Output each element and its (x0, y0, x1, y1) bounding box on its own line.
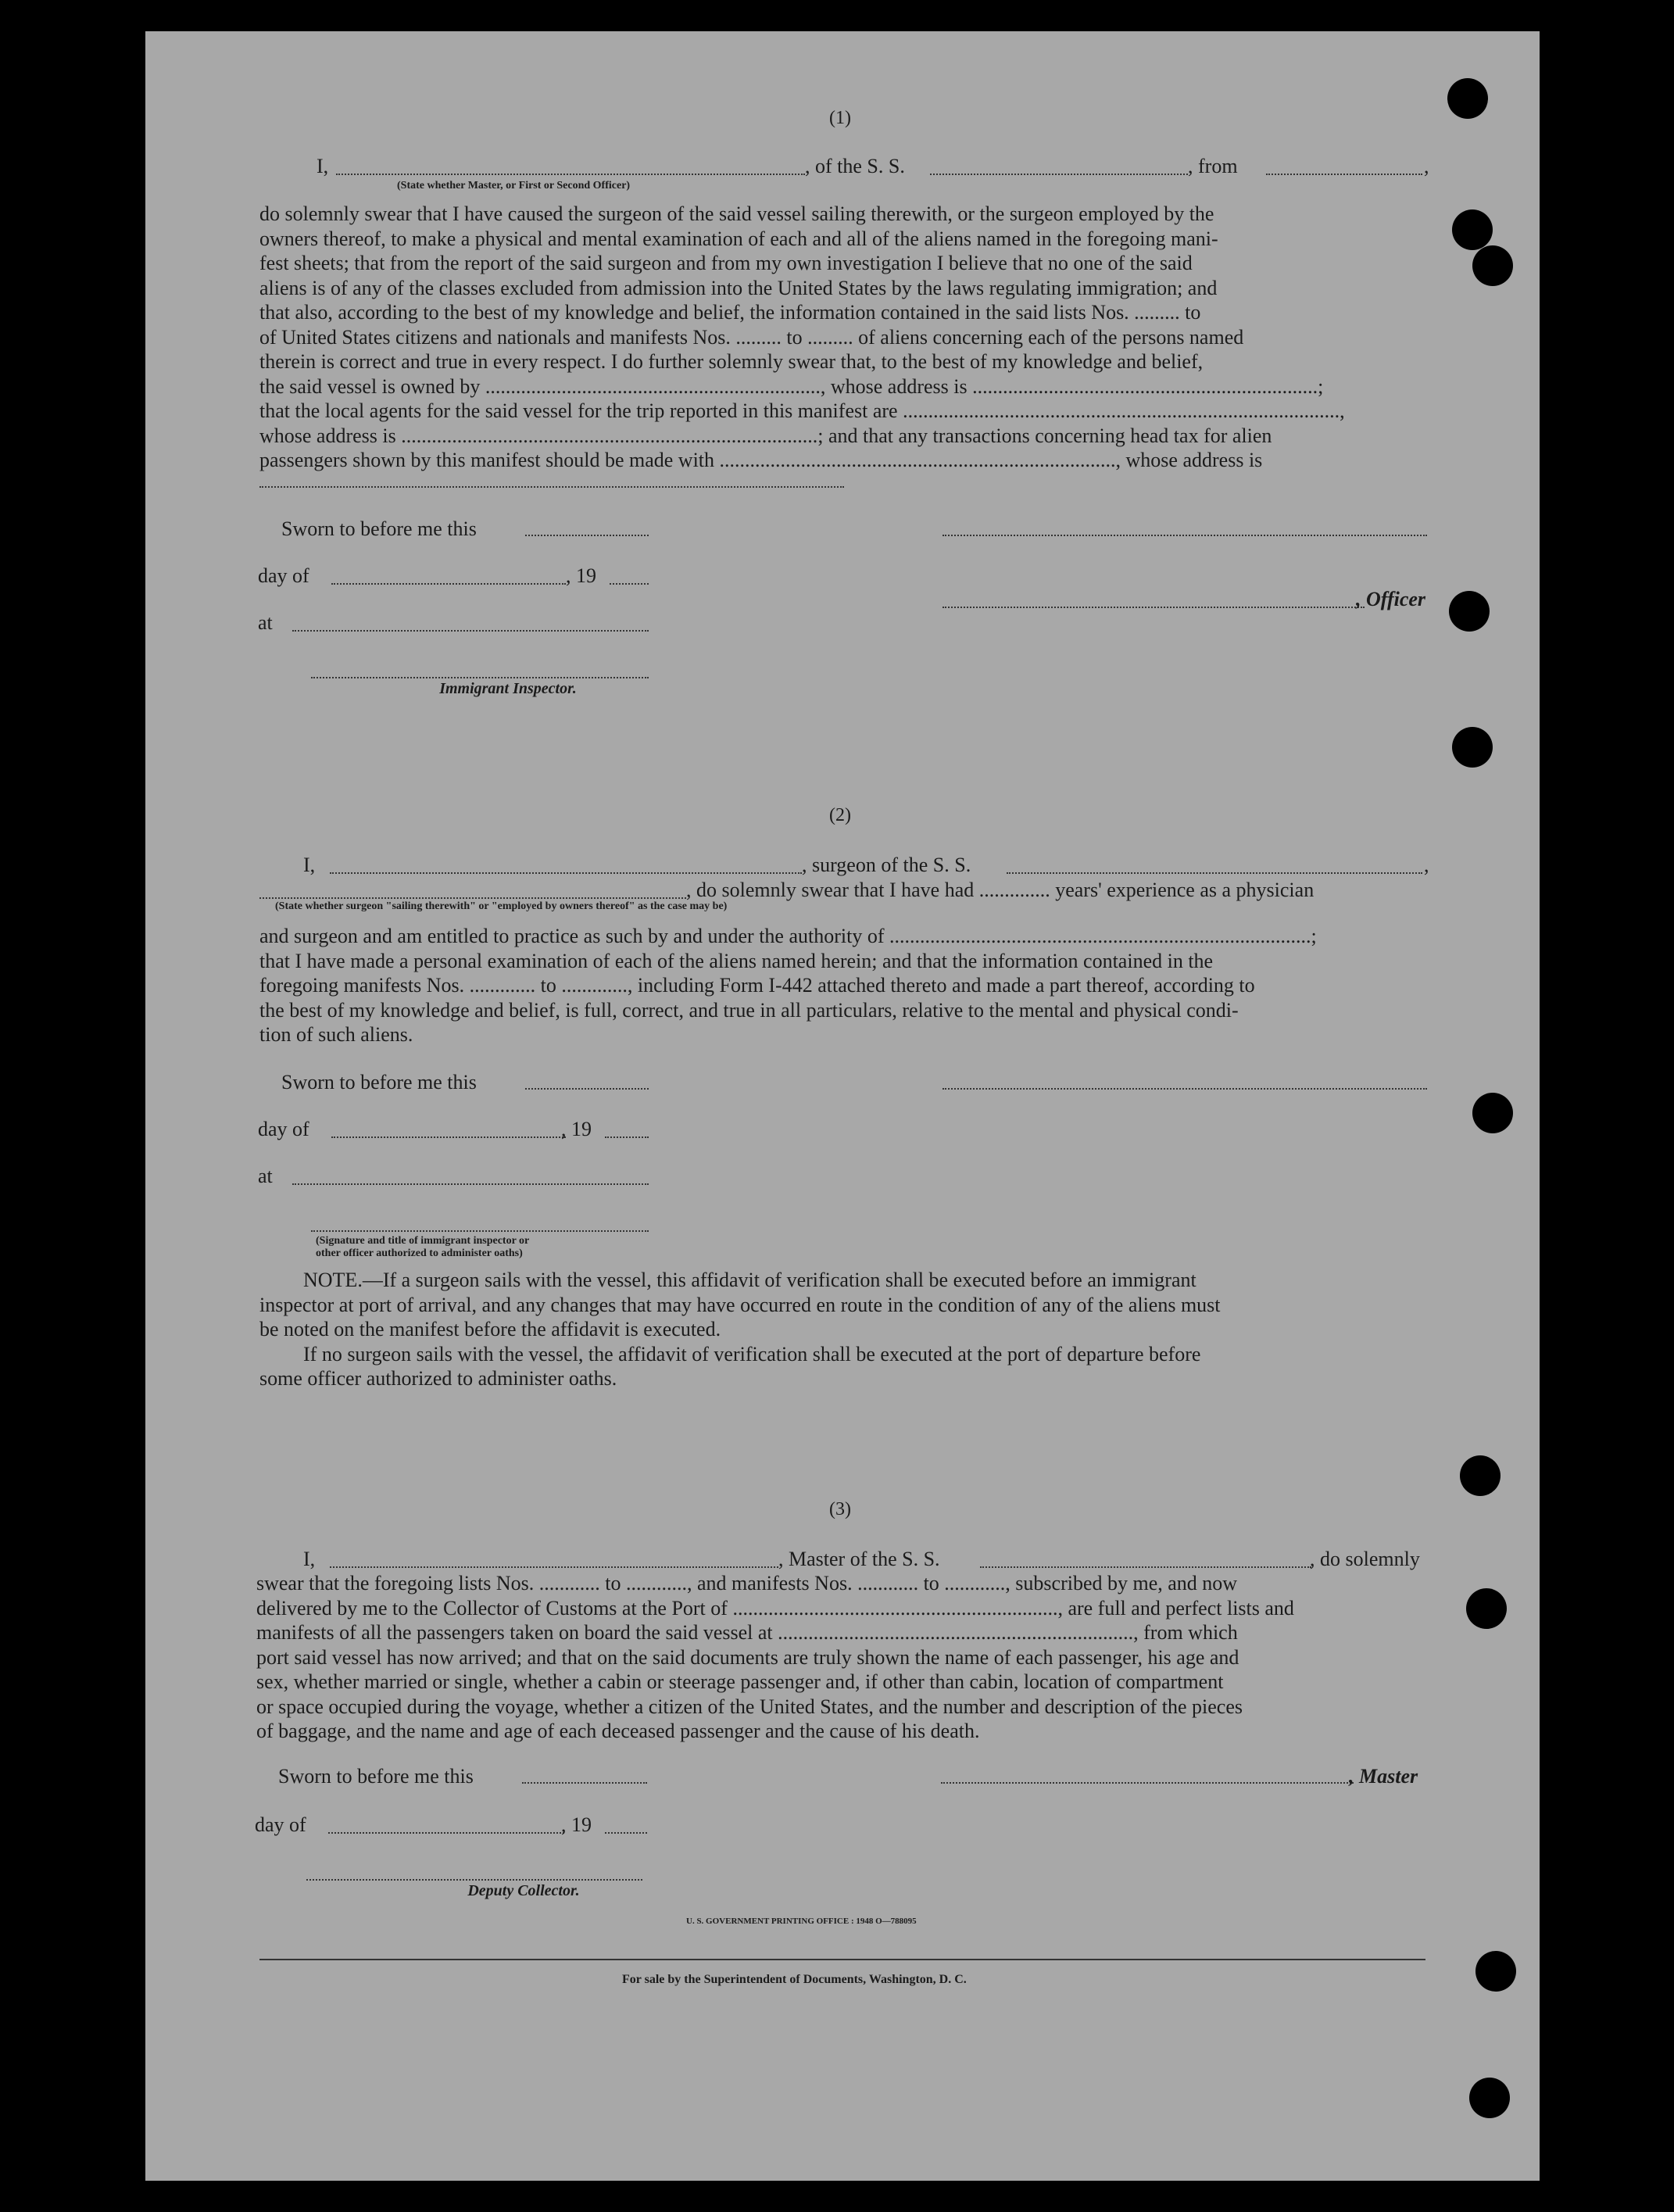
section1-sig-line[interactable] (943, 535, 1427, 536)
sig-caption-line: other officer authorized to administer oaths) (316, 1247, 523, 1259)
section1-ss-label: , of the S. S. (805, 155, 905, 177)
punch-hole (1452, 209, 1493, 250)
section3-year-field[interactable] (605, 1832, 647, 1834)
section2-day-field[interactable] (331, 1136, 566, 1138)
section1-ship-field[interactable] (930, 174, 1188, 175)
section3-master: , Master (1349, 1765, 1418, 1788)
section3-sig-line[interactable] (941, 1782, 1354, 1784)
section2-line1 (303, 854, 315, 877)
sig-caption-line: (Signature and title of immigrant inspector or (316, 1235, 530, 1247)
section1-address-field[interactable] (259, 486, 844, 488)
section2-ss-label: , surgeon of the S. S. (802, 854, 971, 876)
section3-body-line: of baggage, and the name and age of each deceased passenger and the cause of his death. (256, 1720, 980, 1742)
footer-rule (259, 1959, 1425, 1960)
section2-note (259, 1268, 1430, 1391)
section3-body-line: port said vessel has now arrived; and that on the said documents are truly shown the name of each passenger, his age and (256, 1645, 1239, 1669)
section2-surgeon-field[interactable] (330, 872, 802, 874)
note-line: be noted on the manifest before the affidavit is executed. (259, 1318, 721, 1340)
section1-officer: , Officer (1356, 588, 1426, 610)
section2-sig-caption (316, 1235, 529, 1260)
section3-19: , 19 (561, 1813, 592, 1836)
section2-sworn-field[interactable] (525, 1088, 649, 1090)
section2-body-line: and surgeon and am entitled to practice as such by and under the authority of ...................................................................................; (259, 925, 1317, 947)
section2-body-line: the best of my knowledge and belief, is full, correct, and true in all particulars, relative to the mental and physical condi- (259, 998, 1239, 1022)
section1-body-line: passengers shown by this manifest should be made with .............................................................................., whose address is (259, 449, 1263, 471)
section3-body-line: manifests of all the passengers taken on board the said vessel at ......................................................................, from which (256, 1621, 1238, 1644)
section2-body-line: tion of such aliens. (259, 1023, 413, 1046)
section2-line2: , do solemnly swear that I have had .............. years' experience as a physician (686, 879, 1315, 901)
section1-body (259, 202, 1430, 473)
section2-caption: (State whether surgeon "sailing therewith" or "employed by owners thereof" as the case may be) (275, 900, 728, 912)
section3-deputy-sig-field[interactable] (306, 1879, 642, 1881)
punch-hole (1469, 2078, 1510, 2118)
section3-heading: (3) (829, 1499, 851, 1519)
note-line: If no surgeon sails with the vessel, the affidavit of verification shall be executed at the port of departure before (303, 1342, 1201, 1365)
section1-body-line: owners thereof, to make a physical and mental examination of each and all of the aliens named in the foregoing mani- (259, 227, 1218, 250)
section2-capacity-field[interactable] (259, 897, 686, 899)
section2-ship-field[interactable] (1007, 872, 1422, 874)
section3-line1-end: , do solemnly (1310, 1548, 1420, 1570)
section3-sworn: Sworn to before me this (278, 1765, 474, 1788)
section1-body-line: therein is correct and true in every respect. I do further solemnly swear that, to the best of my knowledge and belief, (259, 350, 1204, 373)
section1-at: at (258, 611, 273, 634)
punch-hole (1449, 591, 1490, 632)
section3-body (256, 1571, 1430, 1744)
punch-hole (1475, 1951, 1516, 1992)
section2-heading: (2) (829, 805, 851, 825)
punch-hole (1447, 78, 1488, 119)
section1-sworn: Sworn to before me this (281, 517, 477, 540)
section3-master-field[interactable] (330, 1566, 778, 1568)
section2-year-field[interactable] (605, 1136, 649, 1138)
section1-body-line: of United States citizens and nationals and manifests Nos. ......... to ......... of aliens concerning each of the persons named (259, 325, 1244, 349)
section1-from-field[interactable] (1266, 174, 1422, 175)
section1-year-field[interactable] (610, 583, 649, 585)
section2-at: at (258, 1165, 273, 1187)
note-line: inspector at port of arrival, and any changes that may have occurred en route in the condition of any of the aliens must (259, 1293, 1221, 1316)
text-i: I, (317, 155, 329, 177)
section2-at-field[interactable] (292, 1183, 649, 1185)
section3-line1 (303, 1548, 315, 1571)
note-line: some officer authorized to administer oaths. (259, 1367, 617, 1390)
section2-19: , 19 (561, 1118, 592, 1140)
section1-body-line: whose address is ..................................................................................; and that any transactions concerning head tax for alien (259, 424, 1272, 447)
note-line: NOTE.—If a surgeon sails with the vessel, this affidavit of verification shall be executed before an immigrant (303, 1269, 1196, 1291)
section2-dayof: day of (258, 1118, 309, 1140)
section1-dayof: day of (258, 564, 309, 587)
section3-body-line: sex, whether married or single, whether a cabin or steerage passenger and, if other than cabin, location of compartment (256, 1670, 1224, 1693)
section2-body-line: that I have made a personal examination of each of the aliens named herein; and that the information contained in the (259, 949, 1214, 972)
section1-day-field[interactable] (331, 583, 566, 585)
section1-19: , 19 (566, 564, 596, 587)
section1-inspector-sig-field[interactable] (311, 677, 649, 678)
section3-day-field[interactable] (328, 1832, 564, 1834)
section1-heading: (1) (829, 108, 851, 128)
section3-ship-field[interactable] (980, 1566, 1311, 1568)
section1-officer-field[interactable] (336, 174, 805, 175)
section2-line1-end: , (1424, 854, 1429, 876)
punch-hole (1460, 1455, 1501, 1496)
section1-sworn-field[interactable] (525, 535, 649, 536)
text-i: I, (303, 1548, 316, 1570)
section3-body-line: or space occupied during the voyage, whether a citizen of the United States, and the number and description of the pieces (256, 1695, 1243, 1718)
section1-at-field[interactable] (292, 630, 649, 632)
section1-officer-sig-field[interactable] (943, 607, 1365, 608)
punch-hole (1466, 1588, 1507, 1629)
section3-deputy: Deputy Collector. (467, 1882, 580, 1899)
section2-inspector-sig-field[interactable] (311, 1230, 649, 1232)
section3-dayof: day of (255, 1813, 306, 1836)
section1-body-line: do solemnly swear that I have caused the surgeon of the said vessel sailing therewith, or the surgeon employed by the (259, 202, 1214, 225)
text-i: I, (303, 854, 316, 876)
section1-from-label: , from (1188, 155, 1238, 177)
section1-caption: (State whether Master, or First or Second Officer) (397, 180, 631, 191)
section2-body (259, 924, 1430, 1047)
section3-body-line: swear that the foregoing lists Nos. ............ to ............, and manifests Nos. ............ to ............, subscribed by me, and now (256, 1572, 1238, 1595)
section3-sworn-field[interactable] (522, 1782, 647, 1784)
section1-line1-end: , (1424, 155, 1429, 177)
section2-sworn: Sworn to before me this (281, 1071, 477, 1093)
section1-body-line: fest sheets; that from the report of the said surgeon and from my own investigation I believe that no one of the said (259, 252, 1193, 274)
section1-inspector: Immigrant Inspector. (439, 680, 577, 697)
punch-hole (1472, 1093, 1513, 1133)
section3-body-line: delivered by me to the Collector of Customs at the Port of ................................................................, are full and perfect lists and (256, 1596, 1294, 1620)
section1-body-line: aliens is of any of the classes excluded from admission into the United States by the laws regulating immigration; and (259, 276, 1218, 299)
section2-sig-line[interactable] (943, 1088, 1427, 1090)
section2-body-line: foregoing manifests Nos. ............. to ............., including Form I-442 attached thereto and made a part thereof, according to (259, 974, 1255, 997)
section1-body-line: that the local agents for the said vessel for the trip reported in this manifest are ......................................................................................, (259, 399, 1345, 422)
section3-ss-label: , Master of the S. S. (778, 1548, 940, 1570)
section1-body-line: the said vessel is owned by .................................................................., whose address is ....................................................................; (259, 374, 1324, 398)
section1-body-line: that also, according to the best of my knowledge and belief, the information contained in the said lists Nos. ......... to (259, 301, 1201, 324)
sale-notice: For sale by the Superintendent of Documents, Washington, D. C. (622, 1973, 967, 1986)
punch-hole (1452, 727, 1493, 768)
gpo-imprint: U. S. GOVERNMENT PRINTING OFFICE : 1948 O—788095 (686, 1917, 917, 1926)
punch-hole (1472, 245, 1513, 286)
section1-line1 (317, 155, 328, 178)
